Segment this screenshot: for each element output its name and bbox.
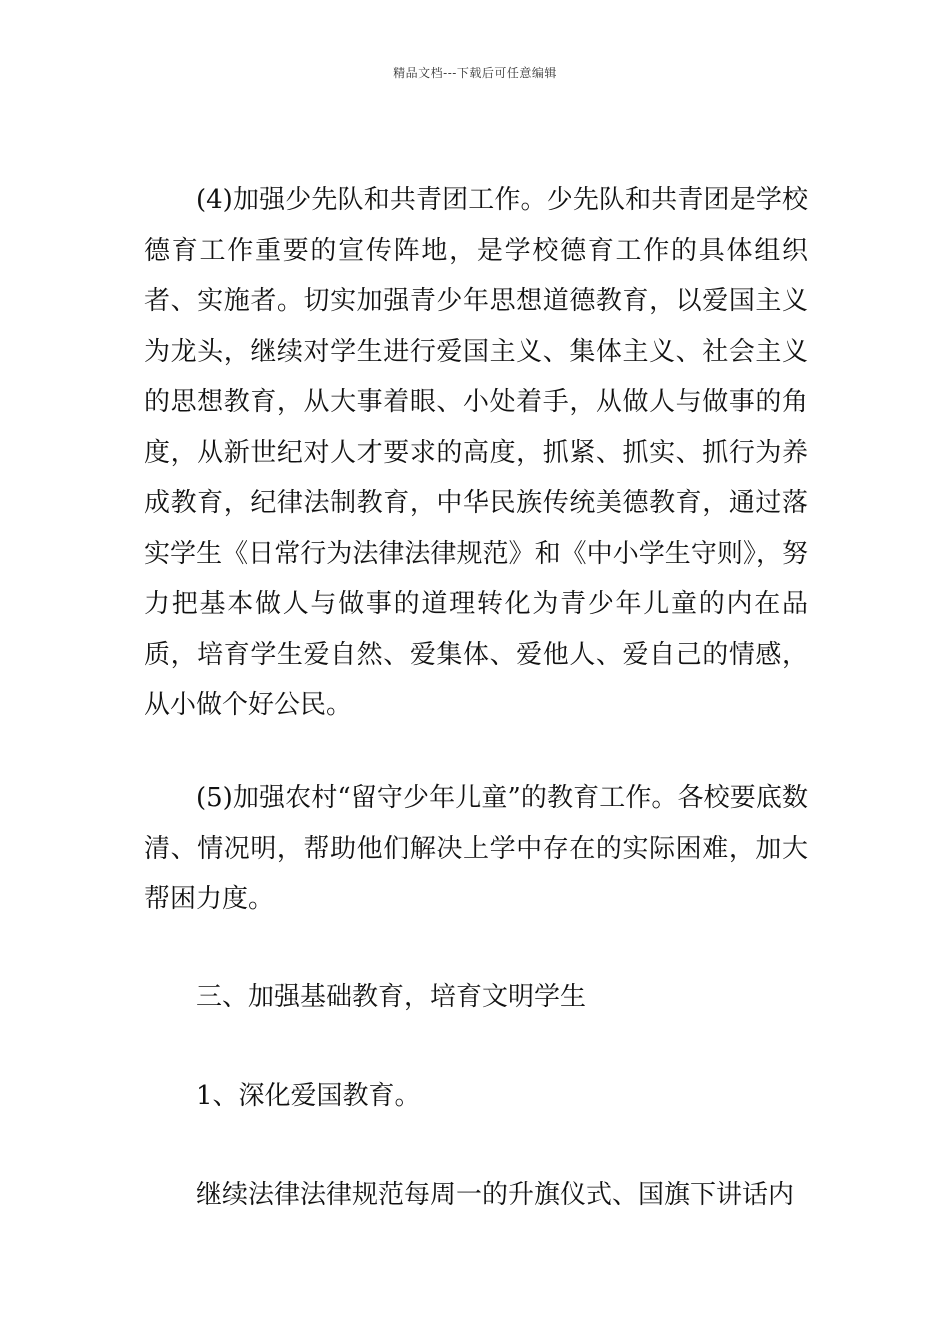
document-body-section-1 [144,175,808,731]
subheading-patriotic-education: 1、深化爱国教育。 [196,1081,421,1111]
paragraph-young-pioneers: (4)加强少先队和共青团工作。少先队和共青团是学校德育工作重要的宣传阵地，是学校德育工作的具体组织者、实施者。切实加强青少年思想道德教育，以爱国主义为龙头，继续对学生进行爱国主义、集体主义、社会主义的思想教育，从大事着眼、小处着手，从做人与做事的角度，从新世纪对人才要求的高度，抓紧、抓实、抓行为养成教育，纪律法制教育，中华民族传统美德教育，通过落实学生《日常行为法律法律规范》和《中小学生守则》，努力把基本做人与做事的道理转化为青少年儿童的内在品质，培育学生爱自然、爱集体、爱他人、爱自己的情感，从小做个好公民。 [144,185,808,720]
paragraph-left-behind-children: (5)加强农村“留守少年儿童”的教育工作。各校要底数清、情况明，帮助他们解决上学中存在的实际困难，加大帮困力度。 [144,783,808,914]
document-body-section-2 [144,773,808,925]
paragraph-flag-raising: 继续法律法律规范每周一的升旗仪式、国旗下讲话内 [196,1180,795,1210]
section-heading-basic-education: 三、加强基础教育，培育文明学生 [196,982,587,1012]
page-header: 精品文档---下载后可任意编辑 [393,66,557,80]
document-body-section-4 [144,1071,808,1122]
document-body-section-3 [144,972,808,1023]
document-body-section-5 [144,1170,808,1221]
